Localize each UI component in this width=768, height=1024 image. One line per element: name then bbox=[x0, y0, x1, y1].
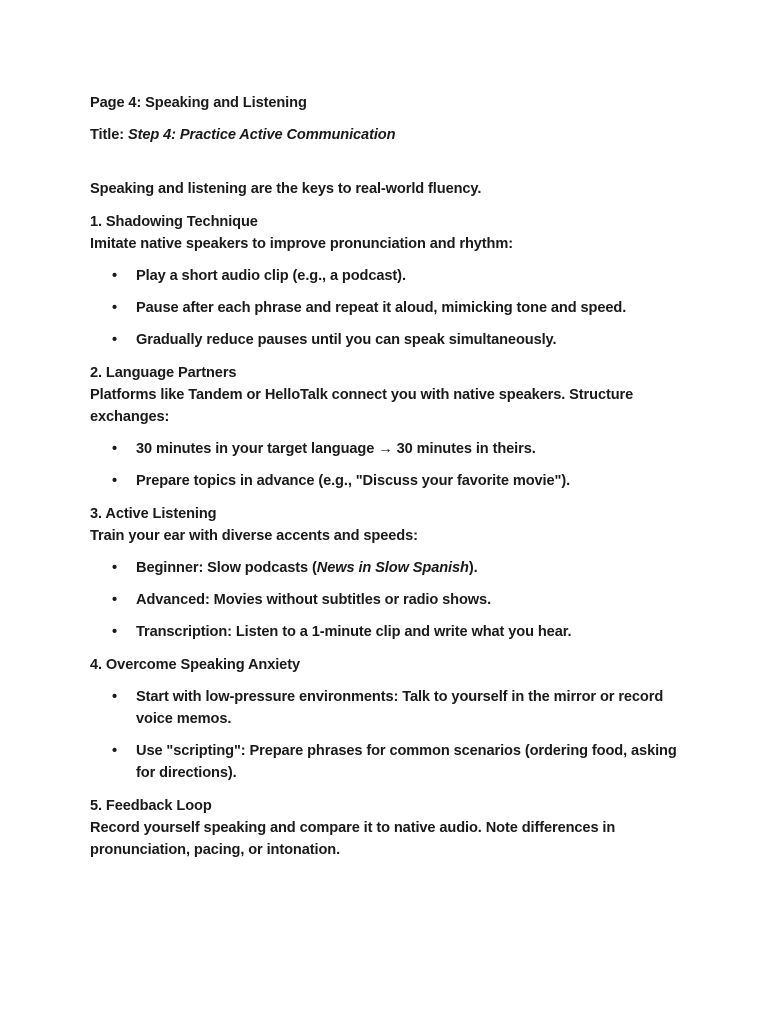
section-heading: 5. Feedback Loop bbox=[90, 798, 212, 814]
bullet-icon: • bbox=[112, 624, 118, 640]
list-item: • Gradually reduce pauses until you can speak simultaneously. bbox=[90, 329, 690, 351]
bullet-icon: • bbox=[112, 268, 118, 284]
bullet-list bbox=[90, 686, 690, 784]
list-item: • Play a short audio clip (e.g., a podcast). bbox=[90, 265, 690, 287]
title-text: Step 4: Practice Active Communication bbox=[127, 127, 396, 143]
bullet-icon: • bbox=[112, 300, 118, 316]
bullet-icon: • bbox=[112, 441, 118, 457]
section-active-listening bbox=[90, 503, 690, 643]
section-description: Imitate native speakers to improve pronunciation and rhythm: bbox=[90, 236, 513, 252]
bullet-list bbox=[90, 557, 690, 643]
section-description: Record yourself speaking and compare it to native audio. Note differences in pronunciation, pacing, or intonation. bbox=[90, 820, 616, 858]
section-heading: 4. Overcome Speaking Anxiety bbox=[90, 657, 300, 673]
bullet-icon: • bbox=[112, 473, 118, 489]
list-item: • Prepare topics in advance (e.g., "Discuss your favorite movie"). bbox=[90, 470, 690, 492]
section-speaking-anxiety bbox=[90, 654, 690, 784]
bullet-icon: • bbox=[112, 332, 118, 348]
list-item: • Pause after each phrase and repeat it aloud, mimicking tone and speed. bbox=[90, 297, 690, 319]
section-description: Train your ear with diverse accents and speeds: bbox=[90, 528, 418, 544]
intro-paragraph: Speaking and listening are the keys to real-world fluency. bbox=[90, 181, 482, 197]
bullet-list bbox=[90, 265, 690, 351]
section-feedback-loop bbox=[90, 795, 690, 861]
podcast-title: News in Slow Spanish bbox=[316, 560, 469, 576]
section-heading: 1. Shadowing Technique bbox=[90, 214, 258, 230]
document-title bbox=[90, 124, 690, 146]
list-item: • Transcription: Listen to a 1-minute clip and write what you hear. bbox=[90, 621, 690, 643]
bullet-list bbox=[90, 438, 690, 492]
section-heading: 2. Language Partners bbox=[90, 365, 237, 381]
list-item: • 30 minutes in your target language → 30 minutes in theirs. bbox=[90, 438, 690, 460]
bullet-icon: • bbox=[112, 689, 118, 705]
bullet-icon: • bbox=[112, 743, 118, 759]
title-label: Title: bbox=[90, 127, 124, 143]
page-heading: Page 4: Speaking and Listening bbox=[90, 95, 307, 111]
section-heading: 3. Active Listening bbox=[90, 506, 217, 522]
list-item: • Beginner: Slow podcasts (News in Slow Spanish). bbox=[90, 557, 690, 579]
list-item: • Advanced: Movies without subtitles or radio shows. bbox=[90, 589, 690, 611]
section-description: Platforms like Tandem or HelloTalk connect you with native speakers. Structure exchanges: bbox=[90, 387, 634, 425]
bullet-icon: • bbox=[112, 592, 118, 608]
section-shadowing bbox=[90, 211, 690, 351]
bullet-icon: • bbox=[112, 560, 118, 576]
document-page bbox=[90, 92, 690, 872]
list-item: • Use "scripting": Prepare phrases for common scenarios (ordering food, asking for directions). bbox=[90, 740, 690, 784]
section-language-partners bbox=[90, 362, 690, 492]
list-item: • Start with low-pressure environments: Talk to yourself in the mirror or record voice memos. bbox=[90, 686, 690, 730]
